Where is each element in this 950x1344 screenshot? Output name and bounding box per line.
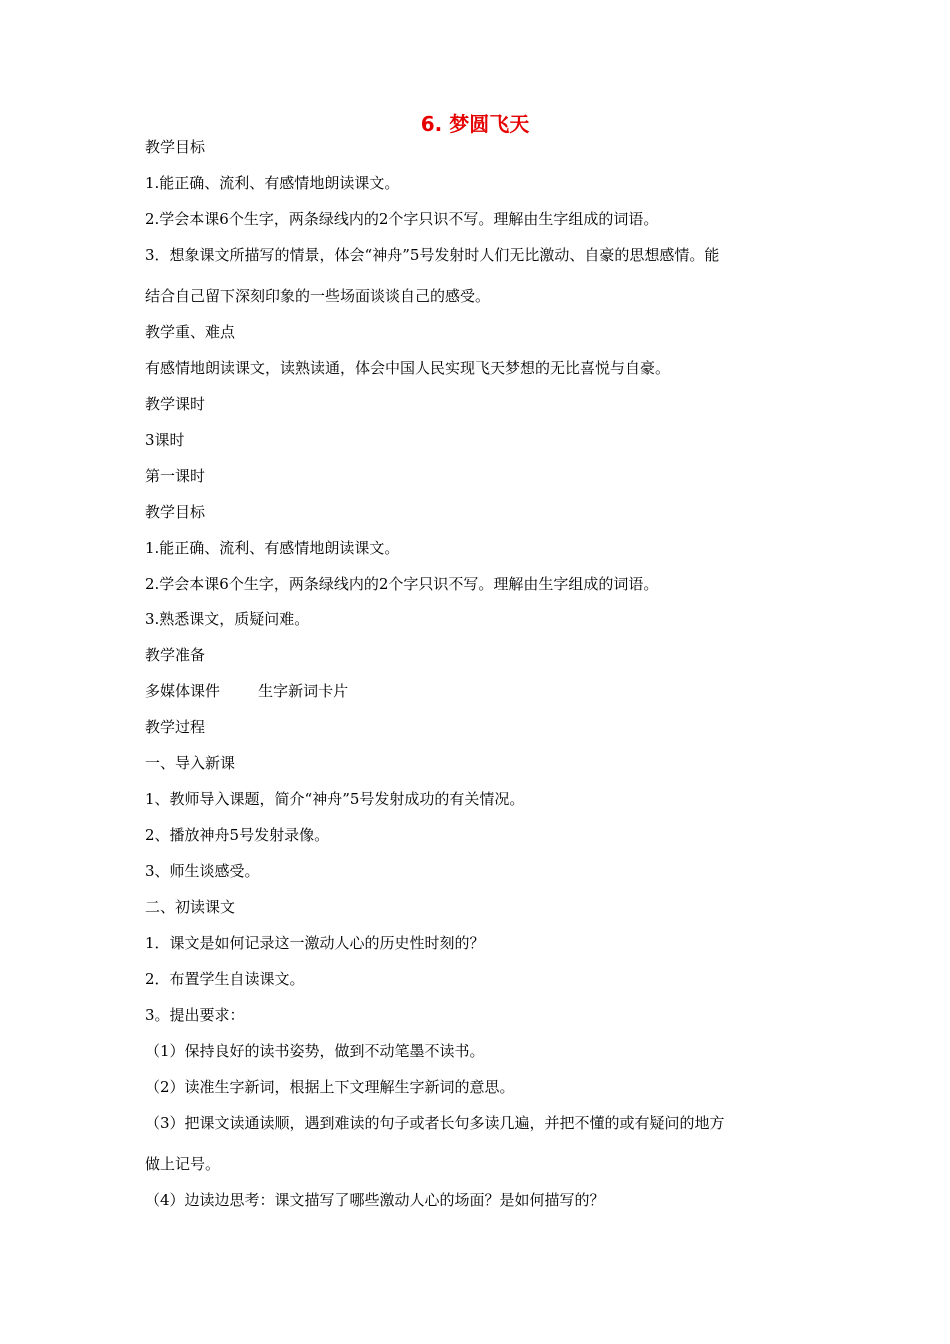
paragraph-line: 3、师生谈感受。 [145,862,260,880]
paragraph-line: 2．布置学生自读课文。 [145,970,305,988]
paragraph-line: 1、教师导入课题，简介“神舟”5号发射成功的有关情况。 [145,790,525,808]
paragraph-line: 3．想象课文所描写的情景，体会“神舟”5号发射时人们无比激动、自豪的思想感情。能 [145,246,720,264]
paragraph-line: （3）把课文读通读顺，遇到难读的句子或者长句多读几遍，并把不懂的或有疑问的地方 [145,1114,725,1132]
paragraph-line: 1.能正确、流利、有感情地朗读课文。 [145,539,400,557]
paragraph-line: 1．课文是如何记录这一激动人心的历史性时刻的？ [145,934,485,952]
paragraph-line: （1）保持良好的读书姿势，做到不动笔墨不读书。 [145,1042,485,1060]
document-title: 6. 梦圆飞天 [420,112,530,136]
paragraph-line: 3.熟悉课文，质疑问难。 [145,610,310,628]
section-heading: 教学目标 [145,138,206,156]
section-heading: 第一课时 [145,467,206,485]
section-heading: 教学准备 [145,646,206,664]
paragraph-line: （4）边读边思考：课文描写了哪些激动人心的场面？是如何描写的？ [145,1191,605,1209]
paragraph-line: 做上记号。 [145,1155,221,1173]
section-heading: 教学目标 [145,503,206,521]
paragraph-line: 2.学会本课6个生字，两条绿线内的2个字只识不写。理解由生字组成的词语。 [145,210,659,228]
paragraph-line: 1.能正确、流利、有感情地朗读课文。 [145,174,400,192]
paragraph-line: 2、播放神舟5号发射录像。 [145,826,330,844]
paragraph-line: 3。提出要求： [145,1006,245,1024]
section-heading: 二、初读课文 [145,898,236,916]
section-heading: 教学重、难点 [145,323,236,341]
paragraph-line: 结合自己留下深刻印象的一些场面谈谈自己的感受。 [145,287,491,305]
section-heading: 一、导入新课 [145,754,236,772]
paragraph-line: 2.学会本课6个生字，两条绿线内的2个字只识不写。理解由生字组成的词语。 [145,575,659,593]
paragraph-line: 有感情地朗读课文，读熟读通，体会中国人民实现飞天梦想的无比喜悦与自豪。 [145,359,671,377]
section-heading: 教学课时 [145,395,206,413]
paragraph-line: 多媒体课件 生字新词卡片 [145,682,349,700]
paragraph-line: 3课时 [145,431,185,449]
paragraph-line: （2）读准生字新词，根据上下文理解生字新词的意思。 [145,1078,515,1096]
section-heading: 教学过程 [145,718,206,736]
